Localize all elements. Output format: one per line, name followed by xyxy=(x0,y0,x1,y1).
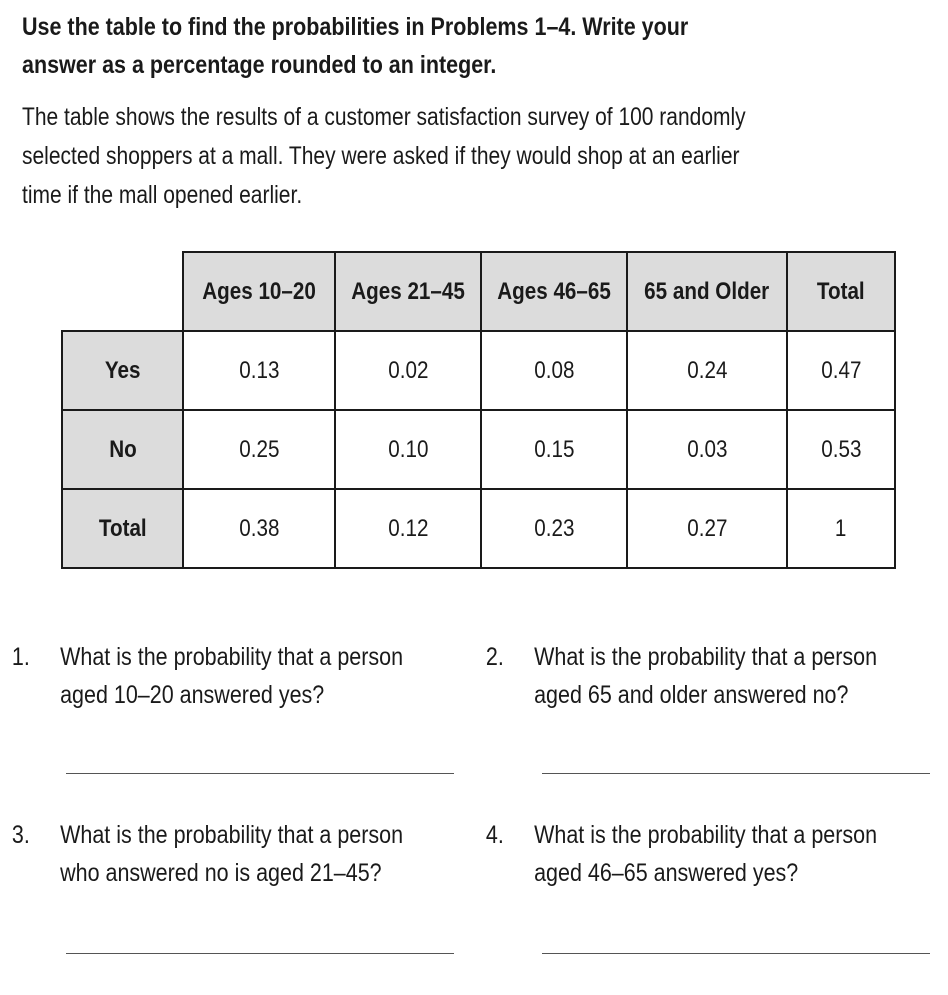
column-header-label: 65 and Older xyxy=(644,277,770,305)
column-header xyxy=(481,252,627,331)
cell-value: 0.03 xyxy=(686,435,728,463)
row-header-label: Total xyxy=(98,514,147,542)
table-cell xyxy=(183,410,335,489)
table-row xyxy=(62,410,895,489)
question-number: 4. xyxy=(485,821,504,849)
table-cell xyxy=(183,489,335,568)
table-cell xyxy=(183,331,335,410)
question-1 xyxy=(11,638,496,714)
cell-value: 0.27 xyxy=(686,514,728,542)
cell-value: 0.47 xyxy=(820,356,862,384)
table-row xyxy=(62,331,895,410)
table-cell xyxy=(627,331,787,410)
table-cell xyxy=(787,410,895,489)
table-cell xyxy=(627,489,787,568)
table-header-row xyxy=(62,252,895,331)
answer-line-1[interactable] xyxy=(66,773,454,774)
question-text: aged 65 and older answered no? xyxy=(534,681,849,709)
table-corner-cell xyxy=(62,252,183,331)
table-cell xyxy=(335,331,481,410)
survey-table xyxy=(61,251,896,569)
cell-value: 0.10 xyxy=(387,435,429,463)
question-number: 1. xyxy=(11,643,30,671)
question-4 xyxy=(485,816,948,892)
table-cell xyxy=(335,489,481,568)
cell-value: 0.23 xyxy=(533,514,575,542)
column-header xyxy=(335,252,481,331)
cell-value: 1 xyxy=(835,514,847,542)
row-header xyxy=(62,410,183,489)
cell-value: 0.24 xyxy=(686,356,728,384)
row-header xyxy=(62,489,183,568)
cell-value: 0.25 xyxy=(238,435,280,463)
column-header-label: Ages 21–45 xyxy=(351,277,465,305)
table-cell xyxy=(335,410,481,489)
row-header-label: Yes xyxy=(104,356,141,384)
cell-value: 0.53 xyxy=(820,435,862,463)
question-text: What is the probability that a person xyxy=(60,643,404,671)
question-number: 2. xyxy=(485,643,504,671)
table-cell xyxy=(481,331,627,410)
table-cell xyxy=(481,489,627,568)
cell-value: 0.08 xyxy=(533,356,575,384)
instructions-heading: Use the table to find the probabilities in Problems 1–4. Write your answer as a percentage rounded to an integer. xyxy=(22,13,689,79)
column-header-label: Ages 10–20 xyxy=(202,277,316,305)
question-text: What is the probability that a person xyxy=(534,821,878,849)
cell-value: 0.15 xyxy=(533,435,575,463)
column-header xyxy=(183,252,335,331)
question-text: aged 46–65 answered yes? xyxy=(534,859,799,887)
table-row xyxy=(62,489,895,568)
column-header xyxy=(787,252,895,331)
table-cell xyxy=(481,410,627,489)
table-cell xyxy=(787,331,895,410)
table-cell xyxy=(787,489,895,568)
intro-paragraph: The table shows the results of a customer satisfaction survey of 100 randomly selected shoppers at a mall. They were asked if they would shop at an earlier time if the mall opened earlier. xyxy=(22,103,746,209)
question-2 xyxy=(485,638,948,714)
question-3 xyxy=(11,816,496,892)
question-text: What is the probability that a person xyxy=(60,821,404,849)
column-header-label: Ages 46–65 xyxy=(497,277,611,305)
column-header xyxy=(627,252,787,331)
column-header-label: Total xyxy=(817,277,865,305)
cell-value: 0.13 xyxy=(238,356,280,384)
row-header xyxy=(62,331,183,410)
answer-line-3[interactable] xyxy=(66,953,454,954)
table-cell xyxy=(627,410,787,489)
question-text: What is the probability that a person xyxy=(534,643,878,671)
cell-value: 0.38 xyxy=(238,514,280,542)
answer-line-4[interactable] xyxy=(542,953,930,954)
cell-value: 0.12 xyxy=(387,514,429,542)
question-text: aged 10–20 answered yes? xyxy=(60,681,325,709)
row-header-label: No xyxy=(108,435,137,463)
question-text: who answered no is aged 21–45? xyxy=(60,859,382,887)
question-number: 3. xyxy=(11,821,30,849)
cell-value: 0.02 xyxy=(387,356,429,384)
answer-line-2[interactable] xyxy=(542,773,930,774)
